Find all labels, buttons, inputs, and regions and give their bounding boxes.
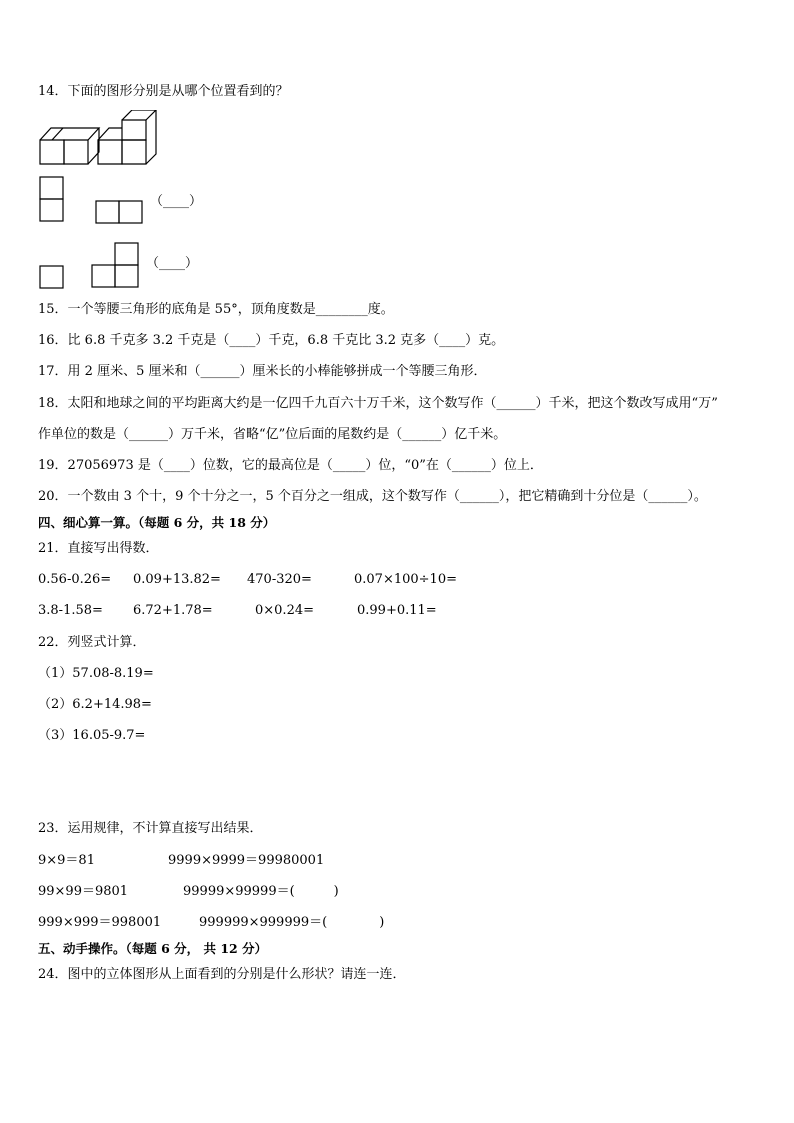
q23-r1-left: 9×9＝81 <box>38 853 95 868</box>
q21-r1-c3: 470-320= <box>247 572 312 587</box>
q18-line-2: 作单位的数是（______）万千米，省略“亿”位后面的尾数约是（______）亿千米。 <box>38 427 507 442</box>
q22-item-1: （1）57.08-8.19= <box>38 666 154 681</box>
q14-view-l-shape <box>91 242 141 290</box>
q16-text: 16．比 6.8 千克多 3.2 千克是（____）千克，6.8 千克比 3.2 克多（____）克。 <box>38 333 505 348</box>
q23-r3-left: 999×999＝998001 <box>38 915 162 930</box>
q23-r2-left: 99×99＝9801 <box>38 884 129 899</box>
q18-line-1: 18．太阳和地球之间的平均距离大约是一亿四千九百六十万千米，这个数写作（______）千米，把这个数改写成用“万” <box>38 396 718 411</box>
section-4-title: 四、细心算一算。（每题 6 分，共 18 分） <box>38 515 276 530</box>
q23-r3-right: 999999×999999＝( ) <box>199 915 385 930</box>
q21-r1-c1: 0.56-0.26= <box>38 572 112 587</box>
q17-text: 17．用 2 厘米、5 厘米和（______）厘米长的小棒能够拼成一个等腰三角形． <box>38 364 487 379</box>
section-5-title: 五、动手操作。（每题 6 分， 共 12 分） <box>38 941 268 956</box>
q23-text: 23．运用规律，不计算直接写出结果． <box>38 821 263 836</box>
q14-cube-figures <box>36 110 160 168</box>
q23-r2-right: 99999×99999＝( ) <box>183 884 339 899</box>
q21-text: 21．直接写出得数． <box>38 541 159 556</box>
q21-r2-c3: 0×0.24= <box>255 603 315 618</box>
q14-text: 14．下面的图形分别是从哪个位置看到的？ <box>38 84 289 99</box>
q21-r2-c4: 0.99+0.11= <box>357 603 437 618</box>
q14-view-single <box>39 265 65 290</box>
q21-r2-c1: 3.8-1.58= <box>38 603 103 618</box>
q22-text: 22．列竖式计算． <box>38 635 146 650</box>
q14-view-tall <box>39 176 65 224</box>
q19-text: 19．27056973 是（____）位数，它的最高位是（_____）位，“0”在（______）位上． <box>38 458 543 473</box>
q14-blank-2: （____） <box>146 256 199 271</box>
q22-item-2: （2）6.2+14.98= <box>38 697 152 712</box>
q21-r1-c4: 0.07×100÷10= <box>354 572 457 587</box>
q22-item-3: （3）16.05-9.7= <box>38 728 146 743</box>
q14-view-wide <box>95 200 145 225</box>
q20-text: 20．一个数由 3 个十，9 个十分之一，5 个百分之一组成，这个数写作（______），把它精确到十分位是（______）。 <box>38 489 707 504</box>
q14-blank-1: （____） <box>150 194 203 209</box>
q24-text: 24．图中的立体图形从上面看到的分别是什么形状？请连一连． <box>38 967 406 982</box>
q21-r2-c2: 6.72+1.78= <box>133 603 213 618</box>
q23-r1-right: 9999×9999＝99980001 <box>168 853 325 868</box>
q15-text: 15．一个等腰三角形的底角是 55°，顶角度数是________度。 <box>38 302 394 317</box>
q21-r1-c2: 0.09+13.82= <box>133 572 221 587</box>
